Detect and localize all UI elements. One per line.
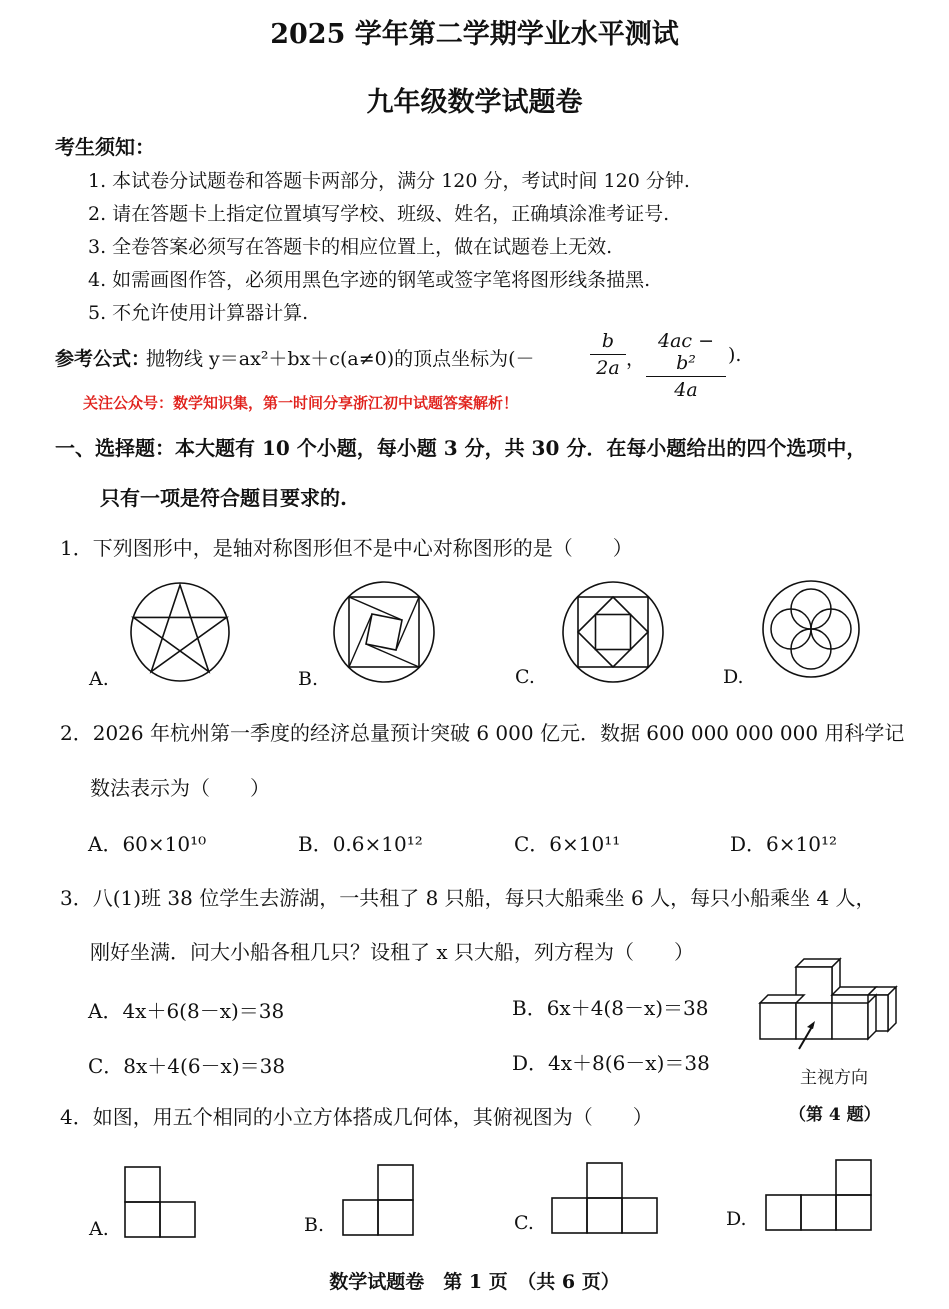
section-heading-line1: 一、选择题：本大题有 10 个小题，每小题 3 分，共 30 分．在每小题给出的四个选项中， (55, 436, 867, 460)
q2-option-d: D．6×10¹² (730, 832, 838, 856)
q3-stem-line1: 3．八(1)班 38 位学生去游湖，一共租了 8 只船，每只大船乘坐 6 人，每只小船乘坐 4 人， (60, 886, 876, 910)
page-footer: 数学试题卷 第 1 页 （共 6 页） (329, 1271, 620, 1293)
q3-stem-line2: 刚好坐满．问大小船各租几只？设租了 x 只大船，列方程为（ ） (90, 940, 694, 964)
exam-title: 2025 学年第二学期学业水平测试 (270, 19, 679, 50)
q2-stem-line1: 2．2026 年杭州第一季度的经济总量预计突破 6 000 亿元．数据 600 000 000 000 用科学记 (60, 721, 905, 745)
frac1-denominator: 2a (596, 357, 620, 379)
q1-figure-a-star-in-circle (128, 580, 232, 684)
frac2-denominator: 4a (674, 379, 698, 401)
frac2-bar (646, 376, 726, 377)
formula-text: 抛物线 y＝ax²＋bx＋c(a≠0)的顶点坐标为(－ (146, 348, 535, 370)
formula-label: 参考公式： (55, 348, 151, 370)
q2-stem-line2: 数法表示为（ ） (90, 776, 270, 800)
q2-option-b: B．0.6×10¹² (298, 832, 423, 856)
q1-option-a-label: A. (89, 668, 109, 690)
formula-fraction-1 (590, 330, 626, 379)
q2-option-a: A．60×10¹⁰ (88, 832, 207, 856)
q1-stem: 1．下列图形中，是轴对称图形但不是中心对称图形的是（ ） (60, 536, 633, 560)
promo-text: 关注公众号：数学知识集，第一时间分享浙江初中试题答案解析！ (83, 394, 519, 412)
q4-option-c-figure (550, 1161, 660, 1235)
q3-option-a: A．4x＋6(8－x)＝38 (88, 999, 285, 1023)
q4-option-c-label: C. (514, 1212, 534, 1234)
q2-option-c: C．6×10¹¹ (514, 832, 621, 856)
q3-option-d: D．4x＋8(6－x)＝38 (512, 1051, 710, 1075)
q4-option-b-label: B. (304, 1214, 325, 1236)
q1-figure-c-nested-squares (561, 580, 665, 684)
q4-option-b-figure (341, 1163, 415, 1237)
q4-figure-direction-label: 主视方向 (800, 1068, 868, 1088)
q4-figure-caption: （第 4 题） (789, 1105, 881, 1125)
formula-comma: ， (626, 348, 646, 370)
q4-option-d-label: D. (726, 1208, 747, 1230)
q1-option-b-label: B. (298, 668, 319, 690)
q4-stem: 4．如图，用五个相同的小立方体搭成几何体，其俯视图为（ ） (60, 1105, 653, 1129)
q1-option-c-label: C. (515, 666, 535, 688)
notice-item-5: 5. 不允许使用计算器计算. (88, 302, 309, 324)
q3-option-b: B．6x＋4(8－x)＝38 (512, 996, 709, 1020)
formula-fraction-2 (646, 330, 726, 401)
exam-subtitle: 九年级数学试题卷 (366, 87, 583, 118)
q1-figure-b-pinwheel-square (332, 580, 436, 684)
notice-item-2: 2. 请在答题卡上指定位置填写学校、班级、姓名，正确填涂准考证号. (88, 203, 670, 225)
notice-heading: 考生须知： (55, 135, 155, 159)
frac1-bar (590, 354, 626, 355)
notice-item-3: 3. 全卷答案必须写在答题卡的相应位置上，做在试题卷上无效. (88, 236, 613, 258)
q1-option-d-label: D. (723, 666, 744, 688)
q4-option-a-figure (123, 1165, 197, 1239)
frac1-numerator: b (601, 330, 615, 352)
notice-item-4: 4. 如需画图作答，必须用黑色字迹的钢笔或签字笔将图形线条描黑. (88, 269, 651, 291)
q3-option-c: C．8x＋4(6－x)＝38 (88, 1054, 286, 1078)
section-heading-line2: 只有一项是符合题目要求的. (100, 486, 347, 510)
q4-option-a-label: A. (89, 1218, 109, 1240)
q4-cube-figure (755, 955, 900, 1055)
formula-close: ). (728, 344, 742, 366)
frac2-numerator: 4ac − b² (657, 330, 715, 374)
q1-figure-d-four-petal-circles (761, 579, 861, 679)
q4-option-d-figure (764, 1158, 874, 1234)
notice-item-1: 1. 本试卷分试题卷和答题卡两部分，满分 120 分，考试时间 120 分钟. (88, 170, 690, 192)
